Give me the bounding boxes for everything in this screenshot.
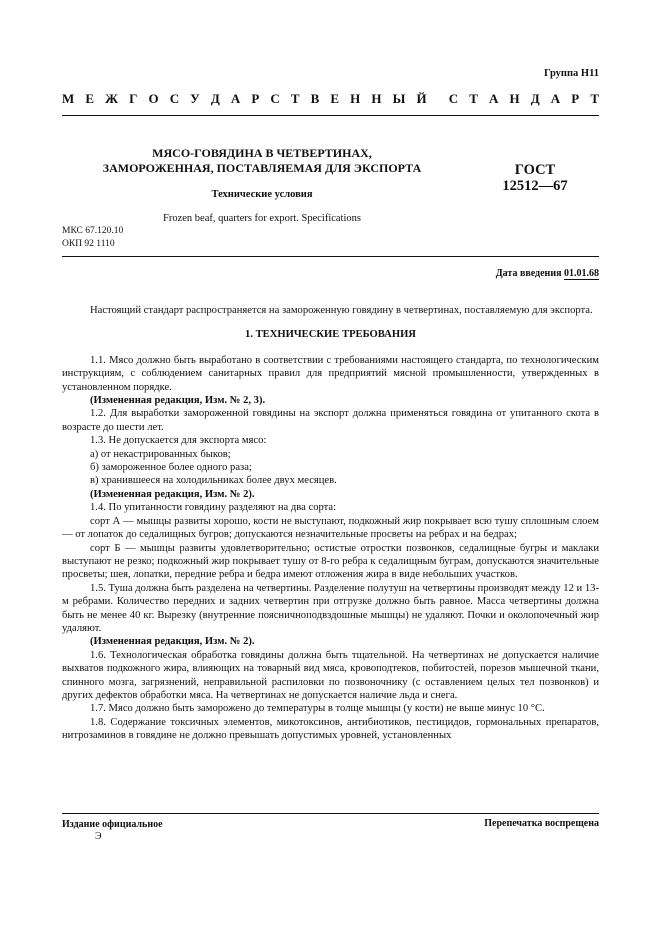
okp-code: ОКП 92 1110: [62, 239, 115, 249]
section-heading: 1. ТЕХНИЧЕСКИЕ ТРЕБОВАНИЯ: [245, 329, 416, 341]
gost-label: ГОСТ: [514, 162, 556, 178]
body-paragraph: сорт Б — мышцы развиты удовлетворительно; остистые отростки позвонков, седалищные бугры и маклаки выступают не резко; подкожный жир покрывает тушу от 8-го ребра к седалищным буграм, допускаются значительные просветы; шея, лопатки, передние ребра и бедра имеют отложения жира в виде небольших участков.: [62, 542, 599, 581]
title-line-1: МЯСО-ГОВЯДИНА В ЧЕТВЕРТИНАХ,: [152, 146, 372, 160]
heading-letter: Т: [469, 91, 478, 106]
heading-letter: Ж: [105, 91, 118, 106]
heading-letter: О: [148, 91, 159, 106]
heading-letter: Г: [129, 91, 138, 106]
codes-divider: [62, 256, 599, 257]
date-label: Дата введения: [495, 268, 564, 279]
footer-mark: Э: [95, 831, 102, 842]
heading-letter: Р: [251, 91, 260, 106]
heading-letter: Е: [85, 91, 95, 106]
body-paragraph: в) хранившееся на холодильниках более двух месяцев.: [90, 475, 337, 487]
heading-letter: Т: [290, 91, 300, 106]
gost-number: [470, 162, 600, 194]
heading-letter: Й: [416, 91, 427, 106]
gost-code: 12512—67: [502, 178, 568, 194]
header-divider: [62, 115, 599, 116]
heading-letter: М: [62, 91, 75, 106]
document-subtitle: Технические условия: [211, 189, 313, 200]
heading-letter: А: [230, 91, 241, 106]
amendment-note: (Измененная редакция, Изм. № 2, 3).: [90, 395, 266, 407]
heading-letter: Н: [509, 91, 520, 106]
heading-letter: Ы: [392, 91, 406, 106]
heading-letter: Е: [330, 91, 340, 106]
body-paragraph: 1.1. Мясо должно быть выработано в соответствии с требованиями настоящего стандарта, по технологическим инструкциям, с соблюдением санитарных правил для предприятий мясной промышленности, утвержденных в установленном порядке.: [62, 354, 599, 393]
heading-letter: Р: [571, 91, 580, 106]
heading-letter: Д: [530, 91, 540, 106]
heading-letter: С: [270, 91, 280, 106]
body-paragraph: а) от некастрированных быков;: [90, 448, 231, 460]
amendment-note: (Измененная редакция, Изм. № 2).: [90, 488, 255, 500]
body-paragraph: 1.5. Туша должна быть разделена на четвертины. Разделение полутуш на четвертины производят между 12 и 13-м ребрами. Количество передних и задних четвертин при отгрузке должно быть равное. Масса четвертины должна быть не менее 40 кг. Вырезку (внутренние поясничноподвздошные мышцы) не удаляют. Почки и околопочечный жир удаляют.: [62, 582, 599, 634]
body-paragraph: сорт А — мышцы развиты хорошо, кости не выступают, подкожный жир покрывает всю тушу сплошным слоем — от лопаток до седалищных бугров; допускаются незначительные просветы на ребрах и на бедрах;: [62, 515, 599, 541]
footer-edition: Издание официальное: [62, 819, 163, 830]
body-paragraph: 1.4. По упитанности говядину разделяют на два сорта:: [90, 502, 337, 514]
heading-letter: Н: [371, 91, 382, 106]
heading-letter: В: [310, 91, 320, 106]
heading-letter: С: [448, 91, 459, 106]
document-body: [62, 304, 599, 743]
body-paragraph: б) замороженное более одного раза;: [90, 462, 252, 474]
body-paragraph: 1.6. Технологическая обработка говядины должна быть тщательной. На четвертинах не допускается наличие выхватов подкожного жира, влияющих на товарный вид мяса, кровоподтеков, побитостей, порезов мышечной ткани, спинного мозга, загрязнений, неправильной распиловки по позвоночнику (с оставлением целых тел позвонков) и других дефектов обработки мяса. На четвертинах не допускается наличие льда и снега.: [62, 649, 599, 701]
footer-reprint-notice: Перепечатка воспрещена: [484, 818, 599, 829]
classification-codes: [62, 225, 123, 251]
body-paragraph: 1.2. Для выработки замороженной говядины на экспорт должна применяться говядина от упитанного скота в возрасте до шести лет.: [62, 408, 599, 433]
heading-letter: А: [550, 91, 561, 106]
heading-letter: Н: [350, 91, 361, 106]
heading-letter: Т: [590, 91, 599, 106]
english-title: Frozen beaf, quarters for export. Specifications: [163, 213, 361, 224]
introduction-date: [496, 268, 599, 279]
date-value: 01.01.68: [564, 268, 599, 279]
amendment-note: (Измененная редакция, Изм. № 2).: [90, 636, 255, 648]
heading-letter: С: [169, 91, 180, 106]
heading-letter: У: [190, 91, 200, 106]
footer-divider: [62, 813, 599, 814]
group-code: Группа Н11: [543, 68, 599, 79]
body-paragraph: 1.3. Не допускается для экспорта мясо:: [90, 435, 267, 447]
body-paragraph: Настоящий стандарт распространяется на замороженную говядину в четвертинах, поставляемую для экспорта.: [90, 305, 593, 316]
heading-letter: А: [489, 91, 499, 106]
heading-letter: Д: [210, 91, 220, 106]
document-title: [62, 146, 462, 176]
body-paragraph: 1.8. Содержание токсичных элементов, микотоксинов, антибиотиков, пестицидов, гормональных препаратов, нитрозаминов в говядине не должно превышать допустимых уровней, установленных: [62, 716, 599, 742]
title-line-2: ЗАМОРОЖЕННАЯ, ПОСТАВЛЯЕМАЯ ДЛЯ ЭКСПОРТА: [102, 161, 422, 175]
interstate-standard-heading: [62, 91, 599, 109]
mks-code: МКС 67.120.10: [62, 226, 124, 236]
body-paragraph: 1.7. Мясо должно быть заморожено до температуры в толще мышцы (у кости) не выше минус 10 °С.: [90, 703, 545, 715]
